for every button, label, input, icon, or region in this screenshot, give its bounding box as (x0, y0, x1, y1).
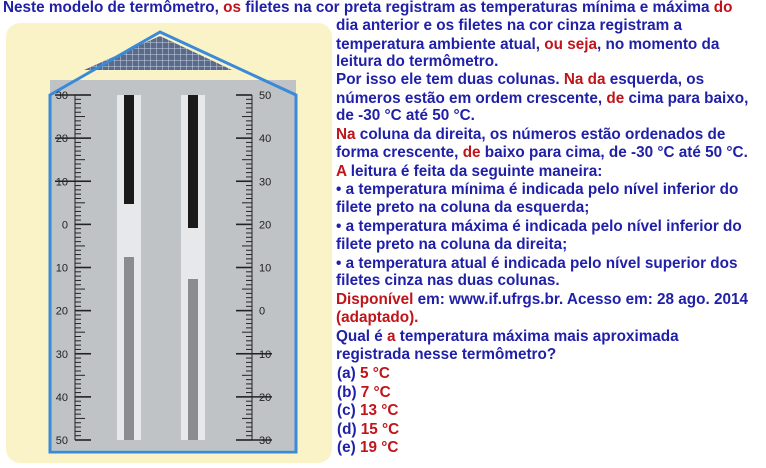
text-segment: leitura é feita da seguinte maneira: (346, 163, 603, 180)
question-line (336, 199, 589, 217)
text-segment: do (713, 0, 733, 16)
option-answer: 5 °C (355, 365, 390, 382)
option-letter: (c) (337, 402, 356, 419)
text-segment: Na (336, 126, 356, 143)
question-line (336, 107, 475, 125)
text-segment: temperatura ambiente atual, (336, 36, 545, 53)
text-segment: (adaptado). (336, 309, 419, 326)
question-line (336, 71, 704, 89)
option-letter: (e) (337, 439, 356, 456)
text-segment: Neste modelo de termômetro, (3, 0, 224, 16)
question-line (336, 36, 719, 54)
question-line (3, 0, 732, 17)
text-segment: Por isso ele tem duas colunas. (336, 71, 564, 88)
right-scale-label: 50 (259, 90, 272, 102)
right-gray-filament (188, 279, 198, 440)
right-scale-label: 20 (259, 219, 272, 232)
question-line (336, 126, 725, 144)
right-scale-label: 20 (259, 391, 272, 404)
text-segment: números estão em ordem crescente, (336, 90, 607, 107)
text-segment: dia anterior e os filetes na cor cinza registram a (336, 17, 683, 34)
option-answer: 7 °C (356, 384, 391, 401)
right-scale-label: 30 (259, 176, 272, 189)
left-scale-label: 50 (55, 435, 68, 447)
question-line (336, 17, 682, 35)
text-segment: baixo para cima, de -30 °C até 50 °C. (480, 144, 748, 161)
option-letter: (a) (337, 365, 356, 382)
text-segment: cima para baixo, (624, 90, 749, 107)
option-answer: 19 °C (355, 439, 399, 456)
option-d[interactable] (337, 421, 399, 439)
option-e[interactable] (337, 439, 398, 457)
left-scale-label: 10 (55, 176, 68, 189)
question-line (336, 163, 602, 181)
text-segment: Na da (563, 71, 606, 88)
text-segment: forma crescente, (336, 144, 463, 161)
text-segment: filetes na cor preta registram as temperaturas mínima e máxima (241, 0, 714, 16)
text-segment: de (606, 90, 625, 107)
text-segment: filete preto na coluna da direita; (336, 236, 568, 253)
question-line (336, 90, 748, 108)
left-scale-label: 0 (61, 219, 68, 232)
right-scale-label: 0 (259, 305, 266, 318)
question-line (336, 181, 738, 199)
question-line (336, 272, 560, 290)
left-scale-label: 30 (55, 90, 68, 102)
right-scale-label: 10 (259, 262, 272, 275)
option-answer: 13 °C (355, 402, 399, 419)
option-a[interactable] (337, 365, 390, 383)
text-segment: filete preto na coluna da esquerda; (336, 199, 590, 216)
text-segment: A (336, 163, 347, 180)
question-line (336, 53, 498, 71)
option-answer: 15 °C (356, 421, 400, 438)
thermometer-figure (0, 0, 340, 468)
text-segment: coluna da direita, os números estão ordenados de (355, 126, 726, 143)
left-gray-filament (124, 257, 134, 440)
text-segment: registrada nesse termômetro? (336, 346, 557, 363)
question-line (336, 218, 742, 236)
right-scale-label: 10 (259, 348, 272, 361)
text-segment: leitura do termômetro. (336, 53, 499, 70)
option-c[interactable] (337, 402, 398, 420)
question-line (336, 309, 418, 327)
left-scale-label: 40 (55, 391, 68, 404)
text-segment: • a temperatura máxima é indicada pelo nível inferior do (336, 218, 742, 235)
text-segment: esquerda, os (605, 71, 705, 88)
text-segment: , no momento da (597, 36, 720, 53)
option-b[interactable] (337, 384, 391, 402)
right-black-filament (188, 95, 198, 228)
text-segment: filetes cinza nas duas colunas. (336, 272, 560, 289)
left-scale-label: 20 (55, 305, 68, 318)
option-letter: (b) (337, 384, 357, 401)
text-segment: • a temperatura mínima é indicada pelo nível inferior do (336, 181, 739, 198)
text-segment: de -30 °C até 50 °C. (336, 107, 475, 124)
question-line (336, 144, 748, 162)
option-letter: (d) (337, 421, 357, 438)
text-segment: de (462, 144, 481, 161)
question-line (336, 328, 679, 346)
left-scale-label: 10 (55, 262, 68, 275)
text-segment: • a temperatura atual é indicada pelo nível superior dos (336, 255, 738, 272)
question-line (336, 291, 748, 309)
left-black-filament (124, 95, 134, 204)
text-segment: a (387, 328, 396, 345)
text-segment: os (223, 0, 242, 16)
text-segment: Qual é (336, 328, 388, 345)
right-scale-label: 30 (259, 435, 272, 447)
question-line (336, 236, 567, 254)
question-line (336, 255, 738, 273)
question-line (336, 346, 556, 364)
text-segment: ou seja (544, 36, 597, 53)
right-scale-label: 40 (259, 133, 272, 146)
left-scale-label: 20 (55, 133, 68, 146)
text-segment: Disponível (336, 291, 418, 308)
text-segment: temperatura máxima mais aproximada (395, 328, 679, 345)
text-segment: em: www.if.ufrgs.br. Acesso em: 28 ago. 2014 (417, 291, 749, 308)
left-scale-label: 30 (55, 348, 68, 361)
